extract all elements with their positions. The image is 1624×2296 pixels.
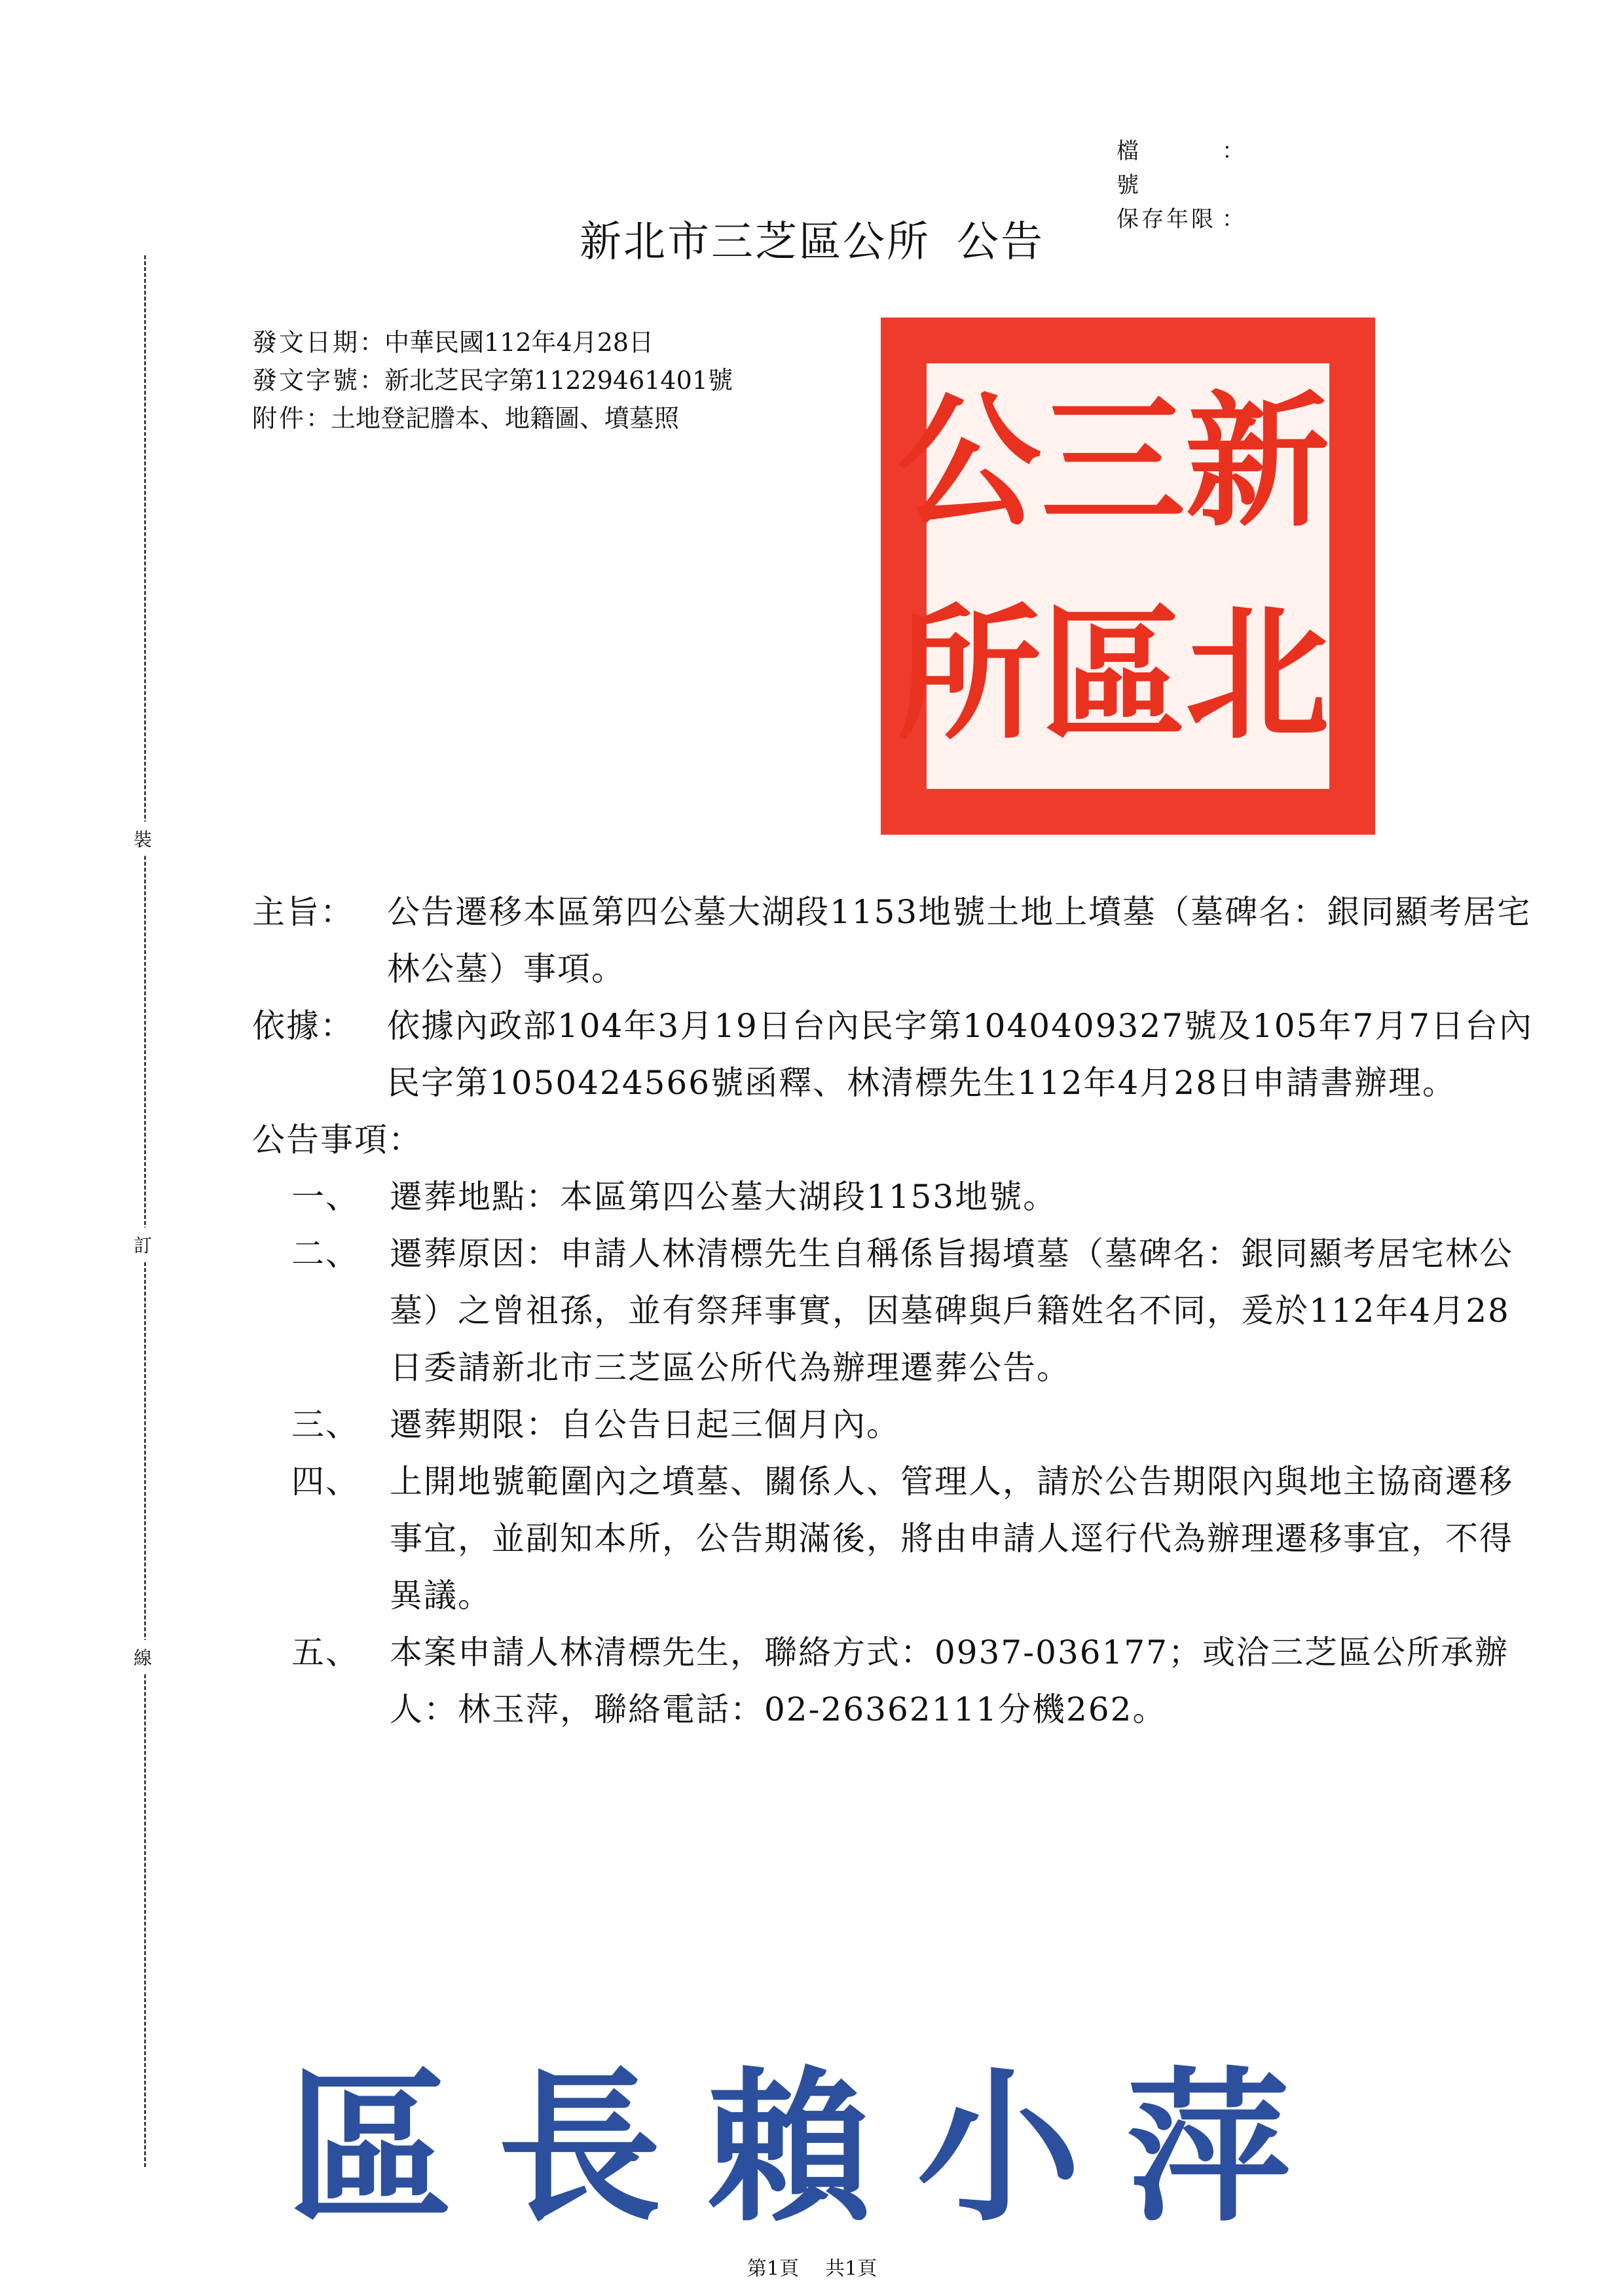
notice-section <box>252 1112 1536 1738</box>
list-item <box>291 1169 1536 1226</box>
issue-date-label: 發文日期 <box>252 328 360 357</box>
file-number-label: 檔號 <box>1116 138 1170 198</box>
document-number-label: 發文字號 <box>252 366 360 395</box>
list-item <box>291 1396 1536 1453</box>
item-number: 四、 <box>291 1463 360 1501</box>
basis-text: 依據內政部104年3月19日台內民字第1040409327號及105年7月7日台內民字第1050424566號函釋、林清標先生112年4月28日申請書辦理。 <box>387 1007 1534 1102</box>
binding-char-ding: 訂 <box>134 1228 152 1262</box>
item-text: 上開地號範圍內之墳墓、關係人、管理人，請於公告期限內與地主協商遷移事宜，並副知本所，公告期滿後，將由申請人逕行代為辦理遷移事宜，不得異議。 <box>390 1463 1513 1614</box>
binding-char-zhuang: 裝 <box>134 822 152 856</box>
item-number: 一、 <box>291 1178 360 1216</box>
page-number: 第1頁 <box>747 2257 799 2280</box>
seal-char: 三 <box>1041 376 1185 546</box>
item-text: 遷葬期限：自公告日起三個月內。 <box>390 1406 900 1444</box>
document-number-value: ：新北芝民字第11229461401號 <box>360 366 733 395</box>
list-item <box>291 1453 1536 1624</box>
file-number-row <box>1116 134 1244 202</box>
page-title <box>0 208 1624 268</box>
seal-char: 區 <box>1041 589 1185 759</box>
attachment-label: 附件 <box>252 404 306 433</box>
list-item <box>291 1226 1536 1396</box>
item-number: 五、 <box>291 1633 360 1671</box>
attachment-value: ：土地登記謄本、地籍圖、墳墓照 <box>306 404 680 433</box>
notice-label: 公告事項： <box>252 1121 422 1159</box>
item-text: 本案申請人林清標先生，聯絡方式：0937-036177；或洽三芝區公所承辦人：林玉萍，聯絡電話：02-26362111分機262。 <box>390 1633 1509 1728</box>
issue-date-value: ：中華民國112年4月28日 <box>360 328 654 357</box>
basis-label: 依據： <box>252 1007 354 1045</box>
binding-char-xian: 線 <box>134 1640 152 1674</box>
official-seal <box>881 318 1375 835</box>
seal-char: 公 <box>896 376 1041 546</box>
seal-char: 北 <box>1185 589 1329 759</box>
retention-value: ： <box>1222 206 1244 232</box>
district-chief-signature: 區長賴小萍 <box>288 2051 1336 2244</box>
seal-char: 所 <box>896 589 1041 759</box>
retention-label: 保存年限 <box>1116 206 1216 232</box>
notice-items <box>291 1169 1536 1738</box>
item-number: 二、 <box>291 1235 360 1273</box>
document-info <box>252 323 733 437</box>
attachment-row <box>252 399 733 437</box>
item-number: 三、 <box>291 1406 360 1444</box>
list-item <box>291 1624 1536 1738</box>
page-footer <box>0 2252 1624 2281</box>
subject-paragraph <box>252 884 1536 998</box>
document-body <box>252 884 1536 1738</box>
document-type: 公告 <box>957 218 1044 266</box>
file-number-value: ： <box>1222 138 1244 164</box>
item-text: 遷葬原因：申請人林清標先生自稱係旨揭墳墓（墓碑名：銀同顯考居宅林公墓）之曾祖孫，並有祭拜事實，因墓碑與戶籍姓名不同，爰於112年4月28日委請新北市三芝區公所代為辦理遷葬公告。 <box>390 1235 1513 1387</box>
agency-name: 新北市三芝區公所 <box>580 218 931 266</box>
subject-text: 公告遷移本區第四公墓大湖段1153地號土地上墳墓（墓碑名：銀同顯考居宅林公墓）事項。 <box>387 893 1532 988</box>
subject-label: 主旨： <box>252 893 354 931</box>
basis-paragraph <box>252 998 1536 1112</box>
document-number-row <box>252 361 733 399</box>
seal-char: 新 <box>1185 376 1329 546</box>
seal-face <box>896 363 1329 789</box>
issue-date-row <box>252 323 733 361</box>
item-text: 遷葬地點：本區第四公墓大湖段1153地號。 <box>390 1178 1058 1216</box>
binding-line <box>144 255 146 2167</box>
page-total: 共1頁 <box>825 2257 877 2280</box>
